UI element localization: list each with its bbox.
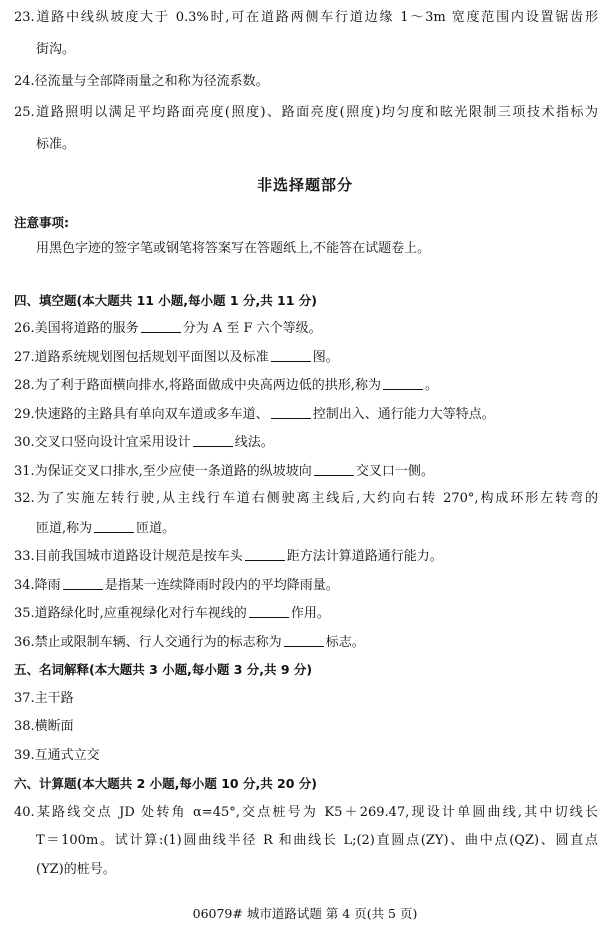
answer-blank bbox=[193, 434, 233, 447]
q28: 28.为了利于路面横向排水,将路面做成中央高两边低的拱形,称为 。 bbox=[14, 378, 438, 393]
q24: 24.径流量与全部降雨量之和称为径流系数。 bbox=[14, 74, 269, 89]
q33: 33.目前我国城市道路设计规范是按车头 距方法计算道路通行能力。 bbox=[14, 549, 443, 564]
answer-blank bbox=[383, 377, 423, 390]
section-title: 非选择题部分 bbox=[256, 176, 353, 194]
answer-blank bbox=[271, 406, 311, 419]
answer-blank bbox=[141, 320, 181, 333]
answer-blank bbox=[271, 349, 311, 362]
q37: 37.主干路 bbox=[14, 691, 74, 706]
q29: 29.快速路的主路具有单向双车道或多车道、 控制出入、通行能力大等特点。 bbox=[14, 407, 495, 422]
q27: 27.道路系统规划图包括规划平面图以及标准 图。 bbox=[14, 350, 339, 365]
q36: 36.禁止或限制车辆、行人交通行为的标志称为 标志。 bbox=[14, 635, 365, 650]
answer-blank bbox=[94, 520, 134, 533]
q30: 30.交叉口竖向设计宜采用设计 线法。 bbox=[14, 435, 274, 450]
q38: 38.横断面 bbox=[14, 719, 74, 734]
part6-heading: 六、计算题(本大题共 2 小题,每小题 10 分,共 20 分) bbox=[14, 776, 318, 791]
q40-line2: T＝100m。试计算:(1)圆曲线半径 R 和曲线长 L;(2)直圆点(ZY)、曲中点(QZ)、圆直点 bbox=[36, 833, 598, 848]
q23-line1: 23.道路中线纵坡度大于 0.3%时,可在道路两侧车行道边缘 1～3m 宽度范围内设置锯齿形 bbox=[14, 10, 598, 25]
q26: 26.美国将道路的服务 分为 A 至 F 六个等级。 bbox=[14, 321, 322, 336]
q25-line2: 标准。 bbox=[36, 137, 76, 152]
q32-line1: 32.为了实施左转行驶,从主线行车道右侧驶离主线后,大约向右转 270°,构成环形左转弯的 bbox=[14, 491, 598, 506]
q25-line1: 25.道路照明以满足平均路面亮度(照度)、路面亮度(照度)均匀度和眩光限制三项技术指标为 bbox=[14, 105, 598, 120]
notice-text: 用黑色字迹的签字笔或钢笔将答案写在答题纸上,不能答在试题卷上。 bbox=[36, 241, 431, 256]
part5-heading: 五、名词解释(本大题共 3 小题,每小题 3 分,共 9 分) bbox=[14, 662, 313, 677]
q35: 35.道路绿化时,应重视绿化对行车视线的 作用。 bbox=[14, 606, 330, 621]
answer-blank bbox=[245, 548, 285, 561]
answer-blank bbox=[63, 577, 103, 590]
part4-heading: 四、填空题(本大题共 11 小题,每小题 1 分,共 11 分) bbox=[14, 293, 318, 308]
answer-blank bbox=[284, 634, 324, 647]
notice-heading: 注意事项: bbox=[14, 215, 69, 230]
q40-line1: 40.某路线交点 JD 处转角 α=45°,交点桩号为 K5＋269.47,现设计单圆曲线,其中切线长 bbox=[14, 805, 598, 820]
q34: 34.降雨 是指某一连续降雨时段内的平均降雨量。 bbox=[14, 578, 339, 593]
answer-blank bbox=[314, 463, 354, 476]
answer-blank bbox=[249, 605, 289, 618]
q39: 39.互通式立交 bbox=[14, 748, 100, 763]
q23-line2: 街沟。 bbox=[36, 42, 76, 57]
q31: 31.为保证交叉口排水,至少应使一条道路的纵坡坡向 交叉口一侧。 bbox=[14, 464, 434, 479]
q32-line2: 匝道,称为 匝道。 bbox=[36, 521, 176, 536]
q40-line3: (YZ)的桩号。 bbox=[36, 862, 116, 877]
page-footer: 06079# 城市道路试题 第 4 页(共 5 页) bbox=[192, 906, 418, 921]
